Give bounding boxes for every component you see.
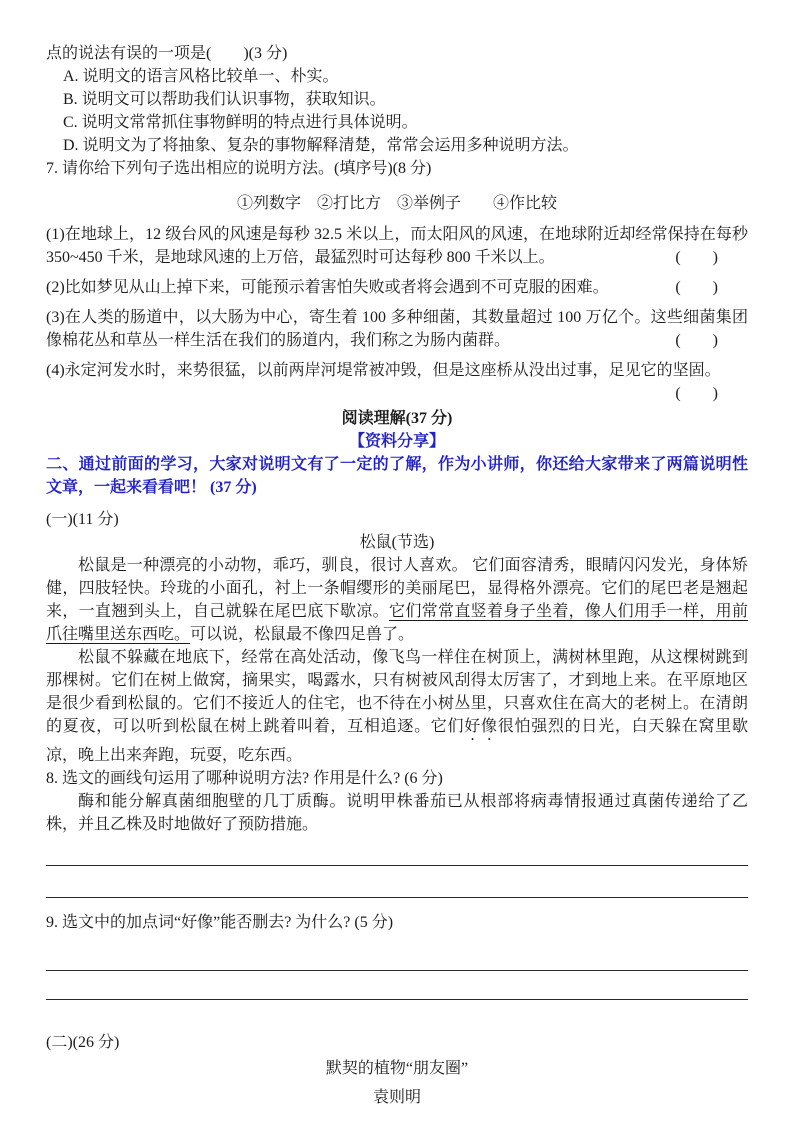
passage1-paragraph-2: [46, 646, 748, 767]
q6-option-d: D. 说明文为了将抽象、复杂的事物解释清楚，常常会运用多种说明方法。: [63, 137, 579, 154]
question-8: 8. 选文的画线句运用了哪种说明方法? 作用是什么? (6 分): [46, 770, 443, 787]
q7-item-3-answer-bracket: ( ): [675, 332, 718, 349]
q6-option-c: C. 说明文常常抓住事物鲜明的特点进行具体说明。: [63, 114, 418, 131]
question-9: 9. 选文中的加点词“好像”能否删去? 为什么? (5 分): [46, 914, 394, 931]
q6-stem: 点的说法有误的一项是( )(3 分): [46, 45, 288, 62]
q6-option-a: A. 说明文的语言风格比较单一、朴实。: [63, 68, 339, 85]
reading-section-title: 阅读理解(37 分): [341, 410, 453, 427]
passage1-p2-text: 松鼠不躲藏在地底下，经常在高处活动，像飞鸟一样住在树顶上，满树林里跑，从这棵树跳到那棵树。它们在树上做窝，摘果实，喝露水，只有树被风刮得太厉害了，才到地上来。在平原地区是很少看到松鼠的。它们不接近人的住宅，也不待在小树丛里，只喜欢住在高大的老树上。在清朗的夏夜，可以听到松鼠在树上跳着叫着，互相追逐。它们: [46, 649, 748, 735]
q7-item-1-text: (1)在地球上，12 级台风的风速是每秒 32.5 米以上，而太阳风的风速，在地球附近却经常保持在每秒 350~450 千米，是地球风速的上万倍，最猛烈时可达每秒 800 千米以上。: [46, 226, 748, 266]
q7-item-2-text: (2)比如梦见从山上掉下来，可能预示着害怕失败或者将会遇到不可克服的困难。: [46, 279, 609, 296]
q6-option-b: B. 说明文可以帮助我们认识事物，获取知识。: [63, 91, 386, 108]
q7-item-3: [46, 306, 748, 352]
q7-stem: 7. 请你给下列句子选出相应的说明方法。(填序号)(8 分): [46, 160, 432, 177]
passage1-dotted-word: 好像: [464, 718, 498, 735]
passage1-title: 松鼠(节选): [359, 534, 435, 551]
question-8-answer: 酶和能分解真菌细胞壁的几丁质酶。说明甲株番茄已从根部将病毒情报通过真菌传递给了乙株，并且乙株及时地做好了预防措施。: [46, 793, 748, 833]
passage2-author: 袁则明: [372, 1089, 421, 1106]
q7-item-3-text: (3)在人类的肠道中，以大肠为中心，寄生着 100 多种细菌，其数量超过 100 万亿个。这些细菌集团像棉花丛和草丛一样生活在我们的肠道内，我们称之为肠内菌群。: [46, 309, 748, 349]
material-share-tag: 【资料分享】: [348, 433, 445, 450]
q7-item-4: (4)永定河发水时，来势很猛，以前两岸河堤常被冲毁，但是这座桥从没出过事，足见它的坚固。: [46, 362, 721, 379]
q7-item-1: [46, 223, 748, 269]
q7-method-choices: ①列数字 ②打比方 ③举例子 ④作比较: [236, 195, 557, 212]
q7-item-2-answer-bracket: ( ): [675, 279, 718, 296]
passage1-p1-text: 松鼠是一种漂亮的小动物，乖巧，驯良，很讨人喜欢。 它们面容清秀，眼睛闪闪发光，身体矫健，四肢轻快。玲珑的小面孔，衬上一条帽缨形的美丽尾巴，显得格外漂亮。它们的尾巴老是翘起来，一直翘到头上，自己就躲在尾巴底下歇凉。: [46, 557, 748, 620]
answer-line-1[interactable]: [46, 865, 748, 866]
q6-options: [46, 65, 748, 157]
answer-line-2[interactable]: [46, 897, 748, 898]
passage1-underlined-sentence: 它们常常直竖着身子坐着，像人们用手一样，用前爪往嘴里送东西吃。: [46, 603, 748, 643]
part1-label: (一)(11 分): [46, 511, 119, 528]
q7-item-1-answer-bracket: ( ): [675, 249, 718, 266]
passage1-paragraph-1: [46, 554, 748, 646]
part2-label: (二)(26 分): [46, 1034, 120, 1051]
passage1-p2-tail: 很怕强烈的日光，白天躲在窝里歇凉，晚上出来奔跑，玩耍，吃东西。: [46, 718, 748, 764]
answer-line-3[interactable]: [46, 970, 748, 971]
q7-item-2: [46, 276, 748, 299]
passage1-p1-tail: 可以说，松鼠最不像四足兽了。: [190, 626, 415, 643]
answer-line-4[interactable]: [46, 999, 748, 1000]
passage2-title: 默契的植物“朋友圈”: [325, 1060, 469, 1077]
section-two-intro: 二、通过前面的学习，大家对说明文有了一定的了解，作为小讲师，你还给大家带来了两篇说明性文章，一起来看看吧！ (37 分): [46, 456, 748, 496]
q7-item-4-answer-bracket: ( ): [675, 385, 718, 402]
